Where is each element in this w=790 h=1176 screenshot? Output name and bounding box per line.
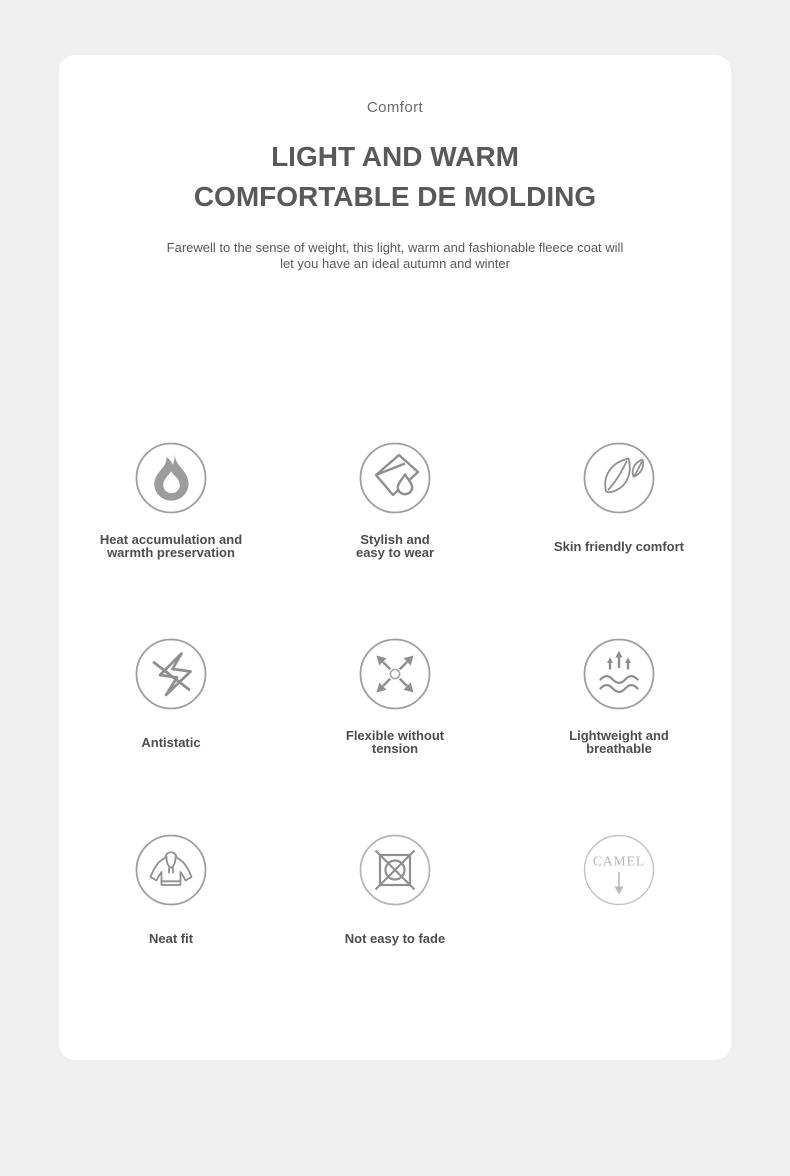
page-subtitle-line2: let you have an ideal autumn and winter xyxy=(280,256,510,271)
feature-label xyxy=(554,533,684,559)
feature-label xyxy=(100,533,242,559)
fabric-water-drop-icon xyxy=(359,442,431,514)
feature-label-line1: Antistatic xyxy=(141,734,201,750)
page-title xyxy=(59,137,731,217)
down-arrow-icon xyxy=(615,887,624,895)
flame-icon xyxy=(135,442,207,514)
feature-label-line1: Skin friendly comfort xyxy=(553,538,685,554)
feature-label xyxy=(346,729,444,755)
feature-grid xyxy=(59,442,731,1030)
brand-logo-cell xyxy=(507,834,731,1030)
camel-logo-text: CAMEL xyxy=(592,853,646,869)
feature-label-line2: breathable xyxy=(586,741,652,756)
feature-label-line1: Neat fit xyxy=(148,930,194,946)
breathable-waves-icon xyxy=(583,638,655,710)
hoodie-icon xyxy=(135,834,207,906)
camel-brand-logo xyxy=(583,834,655,906)
feature-label-line2: warmth preservation xyxy=(107,545,235,560)
antistatic-bolt-icon xyxy=(135,638,207,710)
feature-neat-fit xyxy=(59,834,283,1030)
feature-breathable xyxy=(507,638,731,834)
stretch-arrows-icon xyxy=(359,638,431,710)
page-subtitle xyxy=(59,240,731,272)
page-title-line1: LIGHT AND WARM xyxy=(271,141,519,172)
feature-label-line1: Stylish and xyxy=(360,532,430,547)
feature-flexible xyxy=(283,638,507,834)
feature-label xyxy=(356,533,434,559)
feature-label-line1: Flexible without xyxy=(345,728,445,743)
feature-label-line1: Heat accumulation and xyxy=(99,532,243,547)
feature-label xyxy=(345,925,445,951)
feature-label-line2: tension xyxy=(371,741,419,756)
feature-stylish xyxy=(283,442,507,638)
feature-no-fade xyxy=(283,834,507,1030)
no-fade-laundry-icon xyxy=(359,834,431,906)
product-feature-card xyxy=(59,55,731,1060)
feature-label-line1: Not easy to fade xyxy=(344,930,446,946)
feature-label xyxy=(149,925,193,951)
page-title-line2: COMFORTABLE DE MOLDING xyxy=(193,181,597,212)
leaves-icon xyxy=(583,442,655,514)
feature-label-line2: easy to wear xyxy=(355,545,435,560)
feature-label xyxy=(569,729,669,755)
page-subtitle-line1: Farewell to the sense of weight, this light, warm and fashionable fleece coat will xyxy=(166,240,624,255)
feature-antistatic xyxy=(59,638,283,834)
feature-skin-friendly xyxy=(507,442,731,638)
feature-heat-warmth xyxy=(59,442,283,638)
feature-label xyxy=(141,729,200,755)
feature-label-line1: Lightweight and xyxy=(569,728,669,743)
eyebrow-label: Comfort xyxy=(366,99,424,116)
